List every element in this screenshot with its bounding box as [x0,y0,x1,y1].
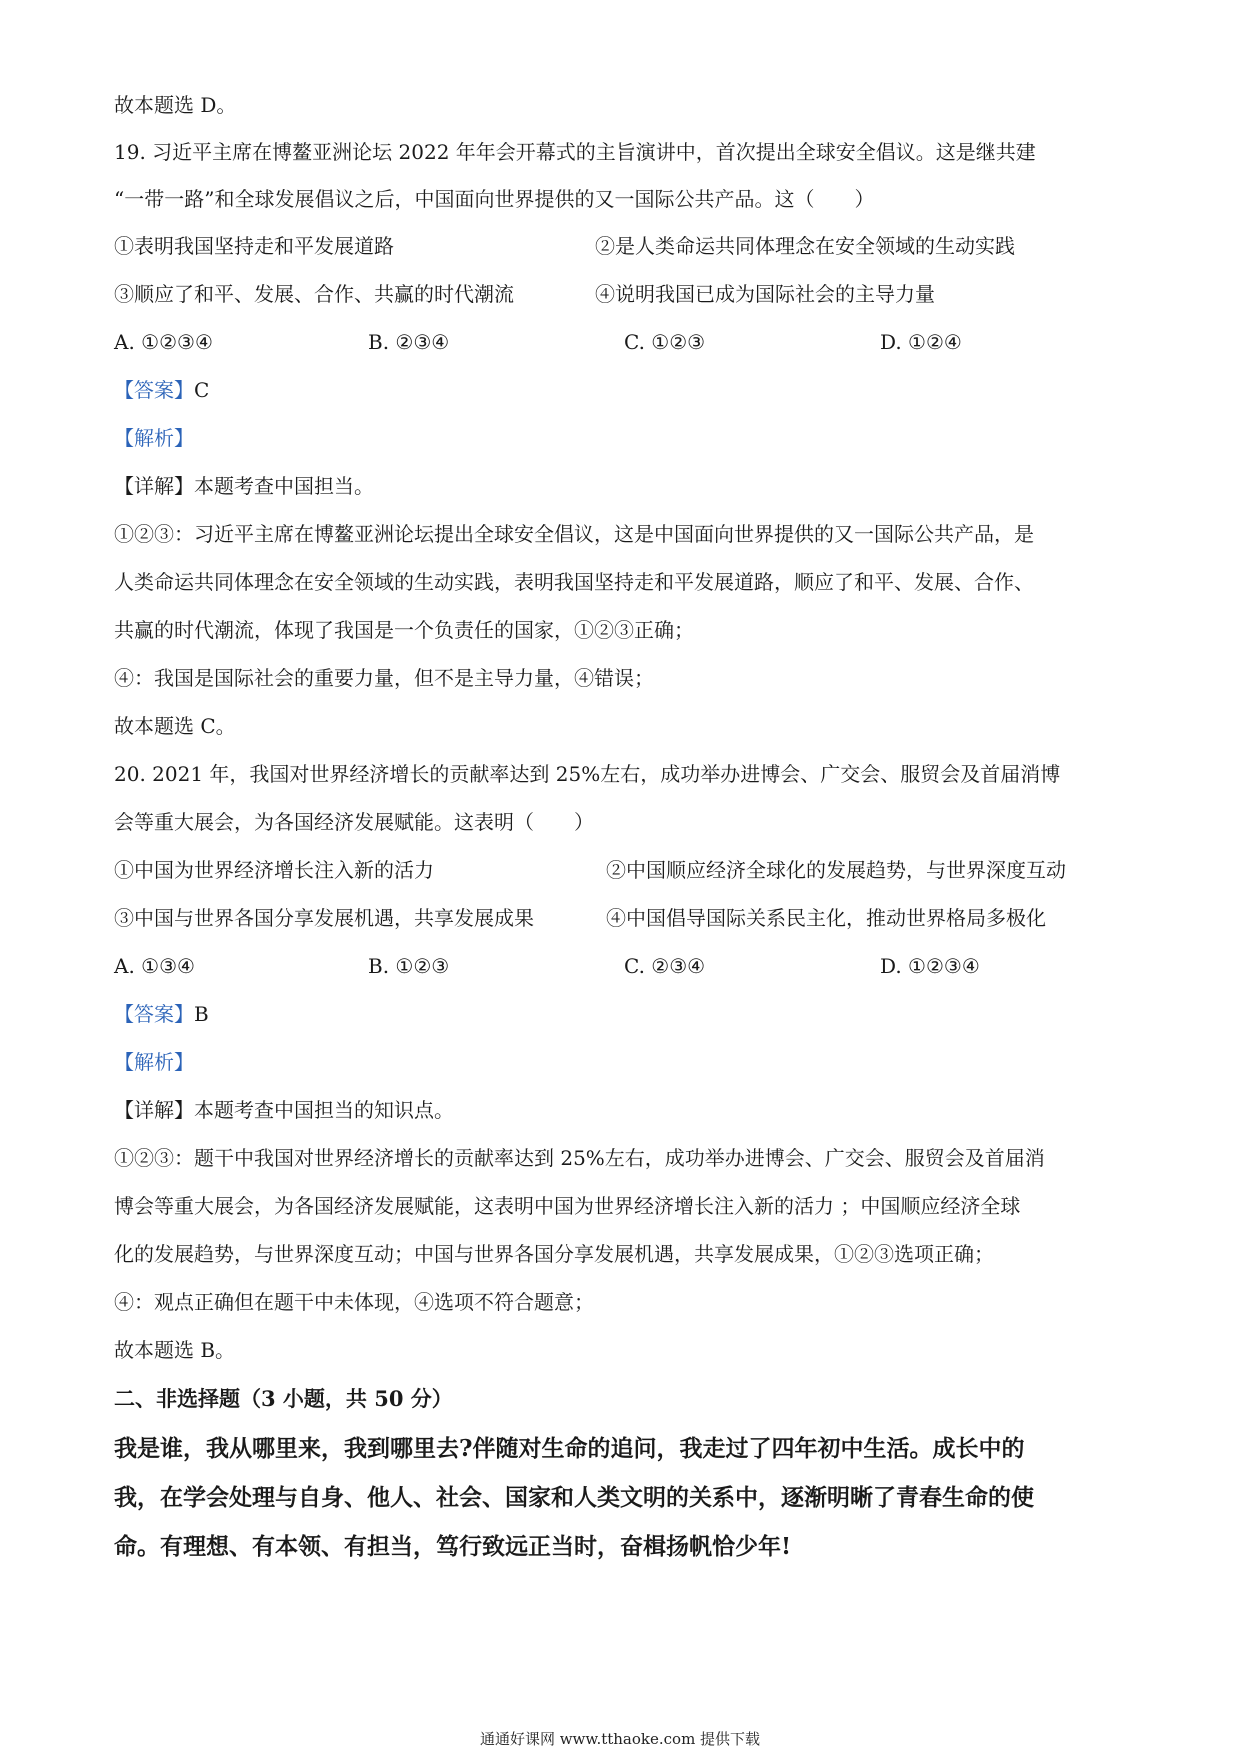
q19-answer [114,376,209,404]
q20-choice-b: B. ①②③ [368,954,450,978]
answer-tag: 【答案】 [114,1002,194,1026]
q19-stem-line-2: “一带一路”和全球发展倡议之后，中国面向世界提供的又一国际公共产品。这（ ） [114,187,875,211]
q19-choice-d: D. ①②④ [880,330,962,354]
q20-choice-d: D. ①②③④ [880,954,980,978]
q19-explanation-3: 共赢的时代潮流，体现了我国是一个负责任的国家，①②③正确； [114,618,694,642]
q20-stem-line-2: 会等重大展会，为各国经济发展赋能。这表明（ ） [114,810,594,834]
q20-option-4: ④中国倡导国际关系民主化，推动世界格局多极化 [606,906,1046,930]
section-intro-1: 我是谁，我从哪里来，我到哪里去?伴随对生命的追问，我走过了四年初中生活。成长中的 [114,1435,1025,1462]
section-heading: 二、非选择题（3 小题，共 50 分） [114,1386,453,1411]
q19-explanation-2: 人类命运共同体理念在安全领域的生动实践，表明我国坚持走和平发展道路，顺应了和平、发展、合作、 [114,570,1034,594]
answer-value: C [194,378,210,402]
q20-answer [114,1000,209,1028]
q19-explanation-1: ①②③：习近平主席在博鳌亚洲论坛提出全球安全倡议，这是中国面向世界提供的又一国际公共产品，是 [114,522,1034,546]
q20-explanation-2: 博会等重大展会，为各国经济发展赋能，这表明中国为世界经济增长注入新的活力 ；中国顺应经济全球 [114,1194,1021,1218]
q19-option-3: ③顺应了和平、发展、合作、共赢的时代潮流 [114,282,514,306]
q20-explanation-4: ④：观点正确但在题干中未体现，④选项不符合题意； [114,1290,594,1314]
answer-tag: 【答案】 [114,378,194,402]
page-footer: 通通好课网 www.tthaoke.com 提供下载 [479,1730,761,1748]
q19-stem-line-1: 19. 习近平主席在博鳌亚洲论坛 2022 年年会开幕式的主旨演讲中，首次提出全球安全倡议。这是继共建 [114,140,1036,164]
q19-detail: 【详解】本题考查中国担当。 [114,474,374,498]
q20-option-3: ③中国与世界各国分享发展机遇，共享发展成果 [114,906,534,930]
q19-conclusion: 故本题选 C。 [114,714,236,738]
q19-choice-a: A. ①②③④ [114,330,213,354]
q20-choice-a: A. ①③④ [114,954,195,978]
q19-option-2: ②是人类命运共同体理念在安全领域的生动实践 [595,234,1015,258]
q19-explanation-4: ④：我国是国际社会的重要力量，但不是主导力量，④错误； [114,666,654,690]
q20-conclusion: 故本题选 B。 [114,1338,236,1362]
q20-analysis-tag: 【解析】 [114,1050,194,1074]
q20-option-1: ①中国为世界经济增长注入新的活力 [114,858,434,882]
section-intro-2: 我，在学会处理与自身、他人、社会、国家和人类文明的关系中，逐渐明晰了青春生命的使 [114,1484,1034,1511]
q19-choice-c: C. ①②③ [624,330,706,354]
q20-explanation-3: 化的发展趋势，与世界深度互动；中国与世界各国分享发展机遇，共享发展成果，①②③选项正确； [114,1242,994,1266]
q20-detail: 【详解】本题考查中国担当的知识点。 [114,1098,454,1122]
q20-option-2: ②中国顺应经济全球化的发展趋势，与世界深度互动 [606,858,1066,882]
q19-analysis-tag: 【解析】 [114,426,194,450]
q20-explanation-1: ①②③：题干中我国对世界经济增长的贡献率达到 25%左右，成功举办进博会、广交会、服贸会及首届消 [114,1146,1045,1170]
q20-choice-c: C. ②③④ [624,954,706,978]
q19-option-1: ①表明我国坚持走和平发展道路 [114,234,394,258]
q19-choice-b: B. ②③④ [368,330,450,354]
answer-value: B [194,1002,209,1026]
q20-stem-line-1: 20. 2021 年，我国对世界经济增长的贡献率达到 25%左右，成功举办进博会、广交会、服贸会及首届消博 [114,762,1061,786]
q18-conclusion: 故本题选 D。 [114,93,237,117]
q19-option-4: ④说明我国已成为国际社会的主导力量 [595,282,935,306]
section-intro-3: 命。有理想、有本领、有担当，笃行致远正当时，奋楫扬帆恰少年! [114,1533,792,1560]
